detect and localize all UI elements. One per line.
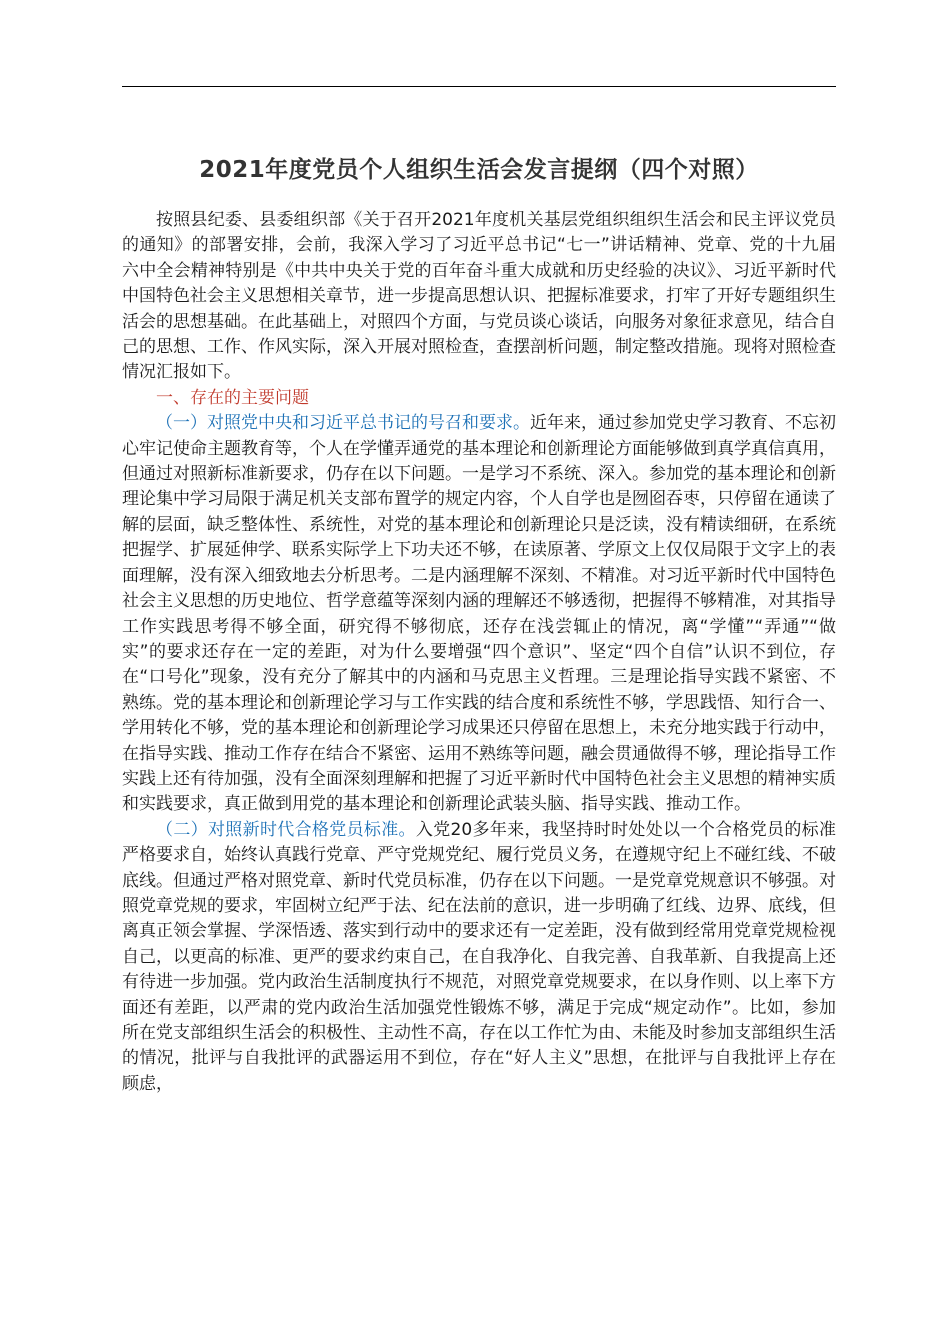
document-body [122,208,836,1097]
subsection-1-body: 近年来，通过参加党史学习教育、不忘初心牢记使命主题教育等，个人在学懂弄通党的基本理论和创新理论方面能够做到真学真信真用，但通过对照新标准新要求，仍存在以下问题。一是学习不系统、深入。参加党的基本理论和创新理论集中学习局限于满足机关支部布置学的规定内容，个人自学也是囫囵吞枣，只停留在通读了解的层面，缺乏整体性、系统性，对党的基本理论和创新理论只是泛读，没有精读细研，在系统把握学、扩展延伸学、联系实际学上下功夫还不够，在读原著、学原文上仅仅局限于文字上的表面理解，没有深入细致地去分析思考。二是内涵理解不深刻、不精准。对习近平新时代中国特色社会主义思想的历史地位、哲学意蕴等深刻内涵的理解还不够透彻，把握得不够精准，对其指导工作实践思考得不够全面，研究得不够彻底，还存在浅尝辄止的情况，离“学懂”“弄通”“做实”的要求还存在一定的差距，对为什么要增强“四个意识”、坚定“四个自信”认识不到位，存在“口号化”现象，没有充分了解其中的内涵和马克思主义哲理。三是理论指导实践不紧密、不熟练。党的基本理论和创新理论学习与工作实践的结合度和系统性不够，学思践悟、知行合一、学用转化不够，党的基本理论和创新理论学习成果还只停留在思想上，未充分地实践于行动中，在指导实践、推动工作存在结合不紧密、运用不熟练等问题，融会贯通做得不够，理论指导工作实践上还有待加强，没有全面深刻理解和把握了习近平新时代中国特色社会主义思想的精神实质和实践要求，真正做到用党的基本理论和创新理论武装头脑、指导实践、推动工作。 [122,413,836,815]
subsection-2-paragraph [122,818,836,1097]
subsection-1-heading: （一）对照党中央和习近平总书记的号召和要求。 [156,413,530,434]
header-rule [122,86,836,87]
subsection-1-paragraph [122,411,836,818]
subsection-2-heading: （二）对照新时代合格党员标准。 [156,819,416,840]
subsection-2-body: 入党20多年来，我坚持时时处处以一个合格党员的标准严格要求自，始终认真践行党章、严守党规党纪、履行党员义务，在遵规守纪上不碰红线、不破底线。但通过严格对照党章、新时代党员标准，仍存在以下问题。一是党章党规意识不够强。对照党章党规的要求，牢固树立纪严于法、纪在法前的意识，进一步明确了红线、边界、底线，但离真正领会掌握、学深悟透、落实到行动中的要求还有一定差距，没有做到经常用党章党规检视自己，以更高的标准、更严的要求约束自己，在自我净化、自我完善、自我革新、自我提高上还有待进一步加强。党内政治生活制度执行不规范，对照党章党规要求，在以身作则、以上率下方面还有差距，以严肃的党内政治生活加强党性锻炼不够，满足于完成“规定动作”。比如，参加所在党支部组织生活会的积极性、主动性不高，存在以工作忙为由、未能及时参加支部组织生活的情况，批评与自我批评的武器运用不到位，存在“好人主义”思想，在批评与自我批评上存在顾虑， [122,819,837,1094]
intro-paragraph: 按照县纪委、县委组织部《关于召开2021年度机关基层党组织组织生活会和民主评议党员的通知》的部署安排，会前，我深入学习了习近平总书记“七一”讲话精神、党章、党的十九届六中全会精神特别是《中共中央关于党的百年奋斗重大成就和历史经验的决议》、习近平新时代中国特色社会主义思想相关章节，进一步提高思想认识、把握标准要求，打牢了开好专题组织生活会的思想基础。在此基础上，对照四个方面，与党员谈心谈话，向服务对象征求意见，结合自己的思想、工作、作风实际，深入开展对照检查，查摆剖析问题，制定整改措施。现将对照检查情况汇报如下。 [122,210,836,383]
document-title: 2021年度党员个人组织生活会发言提纲（四个对照） [199,157,759,183]
section-heading: 一、存在的主要问题 [156,387,309,408]
